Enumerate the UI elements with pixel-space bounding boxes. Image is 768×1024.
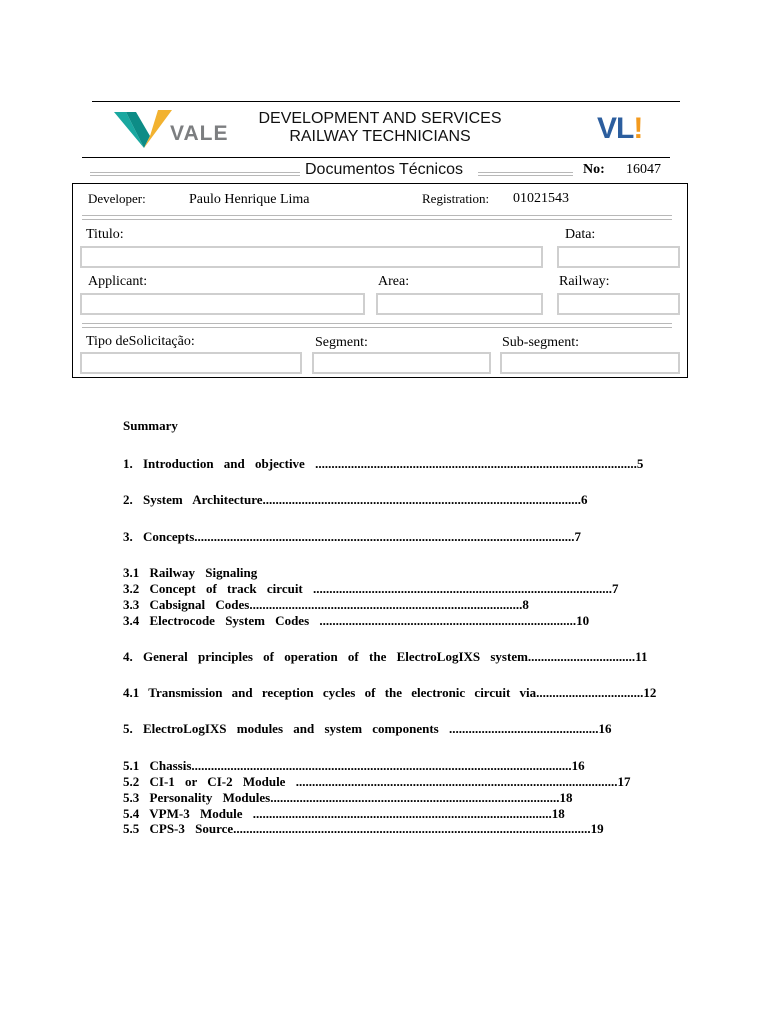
toc-entry: 3.2 Concept of track circuit ............................................................................................7 — [123, 581, 619, 596]
number-label: No: — [583, 162, 605, 177]
developer-value: Paulo Henrique Lima — [189, 192, 310, 207]
segment-field[interactable] — [312, 352, 491, 374]
form-divider-1 — [82, 215, 672, 216]
vli-logo-text: VL — [597, 112, 634, 145]
doc-title-rule-right-2 — [478, 175, 573, 176]
doc-title-rule-right — [478, 172, 573, 173]
number-value: 16047 — [626, 162, 661, 177]
doc-title-rule-left-2 — [90, 175, 300, 176]
form-divider-1b — [82, 219, 672, 220]
toc-entry: 3.3 Cabsignal Codes....................................................................................8 — [123, 597, 529, 612]
toc-entry: 5.1 Chassis.....................................................................................................................16 — [123, 758, 585, 773]
header-top-rule — [92, 101, 680, 102]
titulo-field[interactable] — [80, 246, 543, 268]
registration-value: 01021543 — [513, 191, 569, 206]
form-divider-2b — [82, 327, 672, 328]
toc-entry: 3.4 Electrocode System Codes ...............................................................................10 — [123, 613, 590, 628]
vli-logo — [597, 113, 642, 145]
toc-entry: 3.1 Railway Signaling — [123, 565, 258, 580]
toc-entry: 5.5 CPS-3 Source..............................................................................................................19 — [123, 821, 604, 836]
summary-heading: Summary — [123, 418, 178, 433]
vale-logo — [112, 108, 174, 155]
vli-logo-mark: ! — [633, 112, 643, 145]
applicant-label: Applicant: — [88, 274, 148, 289]
subsegment-field[interactable] — [500, 352, 680, 374]
form-divider-2 — [82, 323, 672, 324]
area-field[interactable] — [376, 293, 543, 315]
toc-entry: 2. System Architecture..................................................................................................6 — [123, 492, 588, 507]
subsegment-label: Sub-segment: — [502, 335, 579, 350]
registration-label: Registration: — [422, 191, 490, 206]
toc-entry: 4. General principles of operation of the ElectroLogIXS system.................................11 — [123, 649, 648, 664]
applicant-field[interactable] — [80, 293, 365, 315]
tipo-solicitacao-label: Tipo deSolicitação: — [86, 334, 195, 349]
doc-title-rule-left — [90, 172, 300, 173]
title-line-1: DEVELOPMENT AND SERVICES — [258, 110, 502, 127]
toc-entry: 5.3 Personality Modules.........................................................................................18 — [123, 790, 573, 805]
toc-entry: 3. Concepts.....................................................................................................................7 — [123, 529, 582, 544]
toc-entry: 1. Introduction and objective ...................................................................................................5 — [123, 456, 644, 471]
vale-leaf-icon — [112, 108, 174, 150]
toc-entry: 5.4 VPM-3 Module ............................................................................................18 — [123, 806, 565, 821]
data-field[interactable] — [557, 246, 680, 268]
title-line-2: RAILWAY TECHNICIANS — [289, 128, 471, 145]
toc-entry: 4.1 Transmission and reception cycles of the electronic circuit via.................................12 — [123, 685, 657, 700]
toc-entry: 5. ElectroLogIXS modules and system components ..............................................16 — [123, 721, 612, 736]
area-label: Area: — [378, 274, 410, 289]
vale-wordmark: VALE — [170, 122, 229, 145]
developer-label: Developer: — [88, 191, 146, 206]
railway-label: Railway: — [559, 274, 610, 289]
tipo-solicitacao-field[interactable] — [80, 352, 302, 374]
document-header-title — [220, 110, 540, 146]
segment-label: Segment: — [315, 335, 368, 350]
railway-field[interactable] — [557, 293, 680, 315]
doc-section-title: Documentos Técnicos — [305, 161, 463, 178]
titulo-label: Titulo: — [86, 227, 124, 242]
data-label: Data: — [565, 227, 596, 242]
toc-entry: 5.2 CI-1 or CI-2 Module ...................................................................................................17 — [123, 774, 631, 789]
header-bottom-rule — [82, 157, 670, 158]
